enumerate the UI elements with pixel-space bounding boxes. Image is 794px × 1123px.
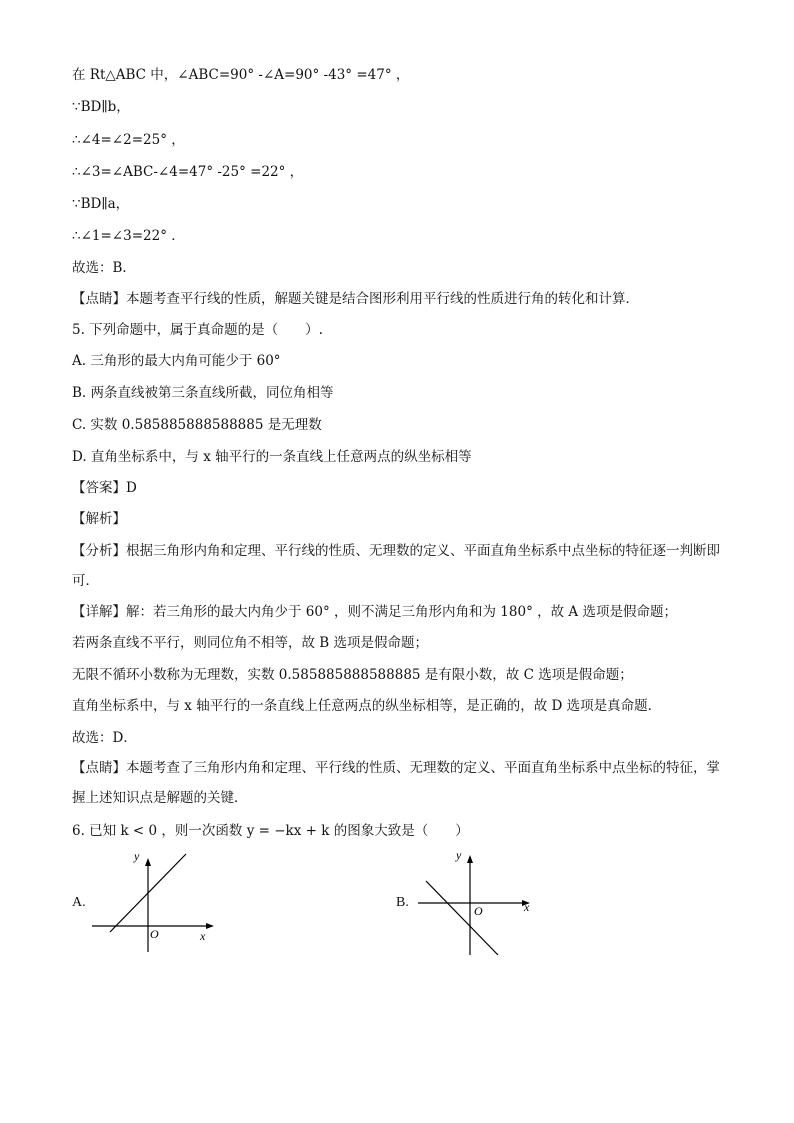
solution-line-5: ∵BD∥a， (72, 196, 130, 212)
y-label: y (134, 850, 140, 863)
question-5-option-a: A. 三角形的最大内角可能少于 60° (72, 353, 281, 369)
dianjing-note: 【点睛】本题考查平行线的性质，解题关键是结合图形利用平行线的性质进行角的转化和计算． (72, 291, 639, 307)
solution-line-4: ∴∠3=∠ABC-∠4=47° -25° =22° ， (72, 164, 304, 180)
solution-line-2: ∵BD∥b， (72, 99, 130, 115)
question-5-choose: 故选：D． (72, 730, 137, 746)
solution-line-1: 在 Rt△ABC 中，∠ABC=90° -∠A=90° -43° =47° ， (72, 67, 410, 83)
analysis-label: 【解析】 (72, 511, 126, 527)
graph-option-b (414, 845, 544, 960)
detail-line-1: 【详解】解：若三角形的最大内角少于 60° ，则不满足三角形内角和为 180° ，故 A 选项是假命题； (72, 604, 677, 620)
detail-line-4: 直角坐标系中，与 x 轴平行的一条直线上任意两点的纵坐标相等，是正确的，故 D 选项是真命题． (72, 698, 662, 714)
question-5-option-b: B. 两条直线被第三条直线所截，同位角相等 (72, 385, 334, 401)
option-a-label: A. (72, 895, 86, 910)
x-axis-arrow (206, 923, 214, 929)
fenxi-text: 【分析】根据三角形内角和定理、平行线的性质、无理数的定义、平面直角坐标系中点坐标的特征逐一判断即可． (72, 543, 720, 589)
solution-line-3: ∴∠4=∠2=25° ， (72, 132, 185, 148)
option-b-label: B. (396, 895, 409, 910)
graph-option-a (90, 850, 220, 960)
detail-line-2: 若两条直线不平行，则同位角不相等，故 B 选项是假命题； (72, 635, 429, 651)
question-5-option-c: C. 实数 0.585885888588885 是无理数 (72, 417, 322, 433)
solution-choose: 故选：B． (72, 260, 136, 276)
y-label: y (456, 848, 462, 862)
origin-label: O (474, 904, 483, 918)
function-line (426, 881, 498, 955)
question-6-stem: 6. 已知 k < 0 ，则一次函数 y = −kx + k 的图象大致是（ ） (72, 823, 469, 839)
y-axis-arrow (467, 855, 473, 863)
question-5-dianjing: 【点睛】本题考查了三角形内角和定理、平行线的性质、无理数的定义、平面直角坐标系中点坐标的特征，掌握上述知识点是解题的关键． (72, 760, 720, 806)
detail-line-3: 无限不循环小数称为无理数，实数 0.585885888588885 是有限小数，故 C 选项是假命题； (72, 667, 633, 683)
x-label: x (200, 929, 206, 943)
origin-label: O (150, 927, 159, 941)
answer-label: 【答案】D (72, 480, 137, 496)
question-5-stem: 5. 下列命题中，属于真命题的是（ ）. (72, 322, 323, 338)
x-label: x (524, 900, 530, 914)
y-axis-arrow (145, 858, 151, 866)
solution-line-6: ∴∠1=∠3=22° ． (72, 228, 185, 244)
question-5-option-d: D. 直角坐标系中，与 x 轴平行的一条直线上任意两点的纵坐标相等 (72, 449, 472, 465)
